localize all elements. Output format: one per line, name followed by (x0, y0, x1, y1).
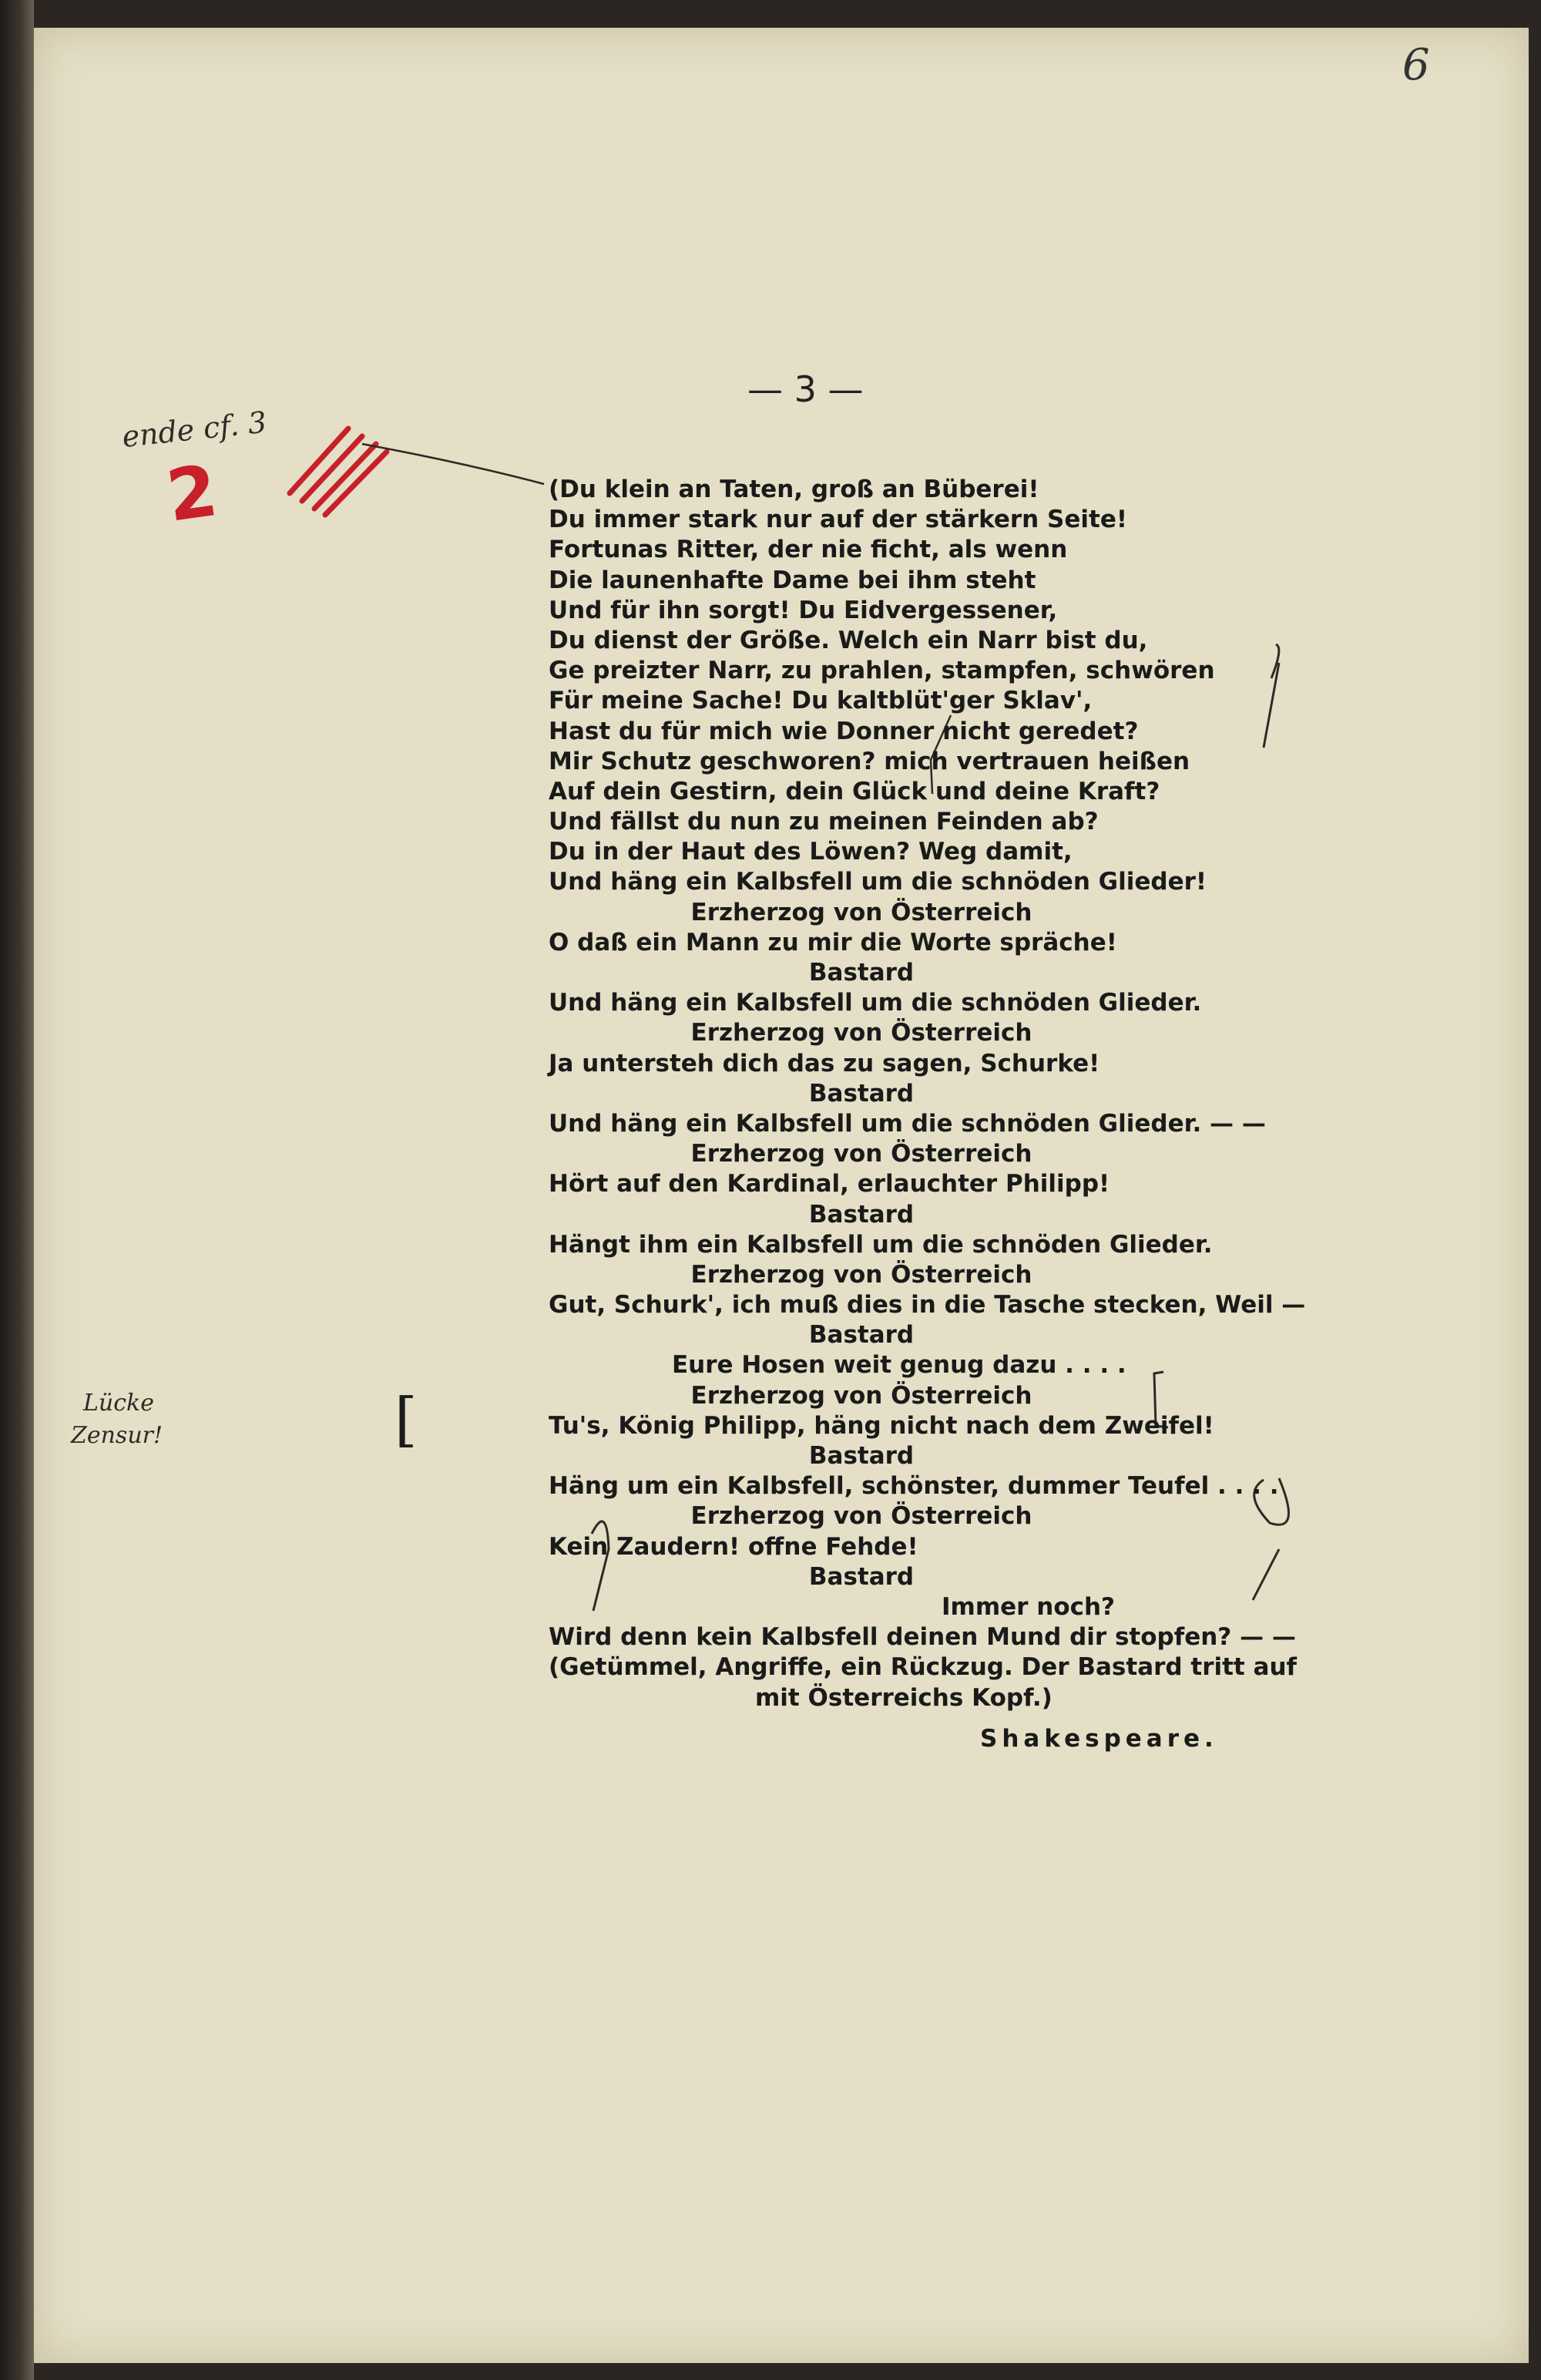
text-line: Du immer stark nur auf der stärkern Seite! (549, 506, 1127, 534)
speaker-name: Erzherzog von Österreich (690, 898, 1032, 926)
text-line: Auf dein Gestirn, dein Glück und deine Kraft? (549, 777, 1160, 805)
text-line: Und häng ein Kalbsfell um die schnöden Glieder! (549, 868, 1207, 896)
speaker-name: Bastard (808, 1079, 915, 1108)
connector-line (362, 444, 544, 484)
margin-bracket: [ (394, 1385, 418, 1454)
speaker-name: Bastard (808, 1321, 915, 1350)
text-line: Wird denn kein Kalbsfell deinen Mund dir stopfen? — — (549, 1623, 1296, 1652)
text-line: Du in der Haut des Löwen? Weg damit, (549, 838, 1073, 866)
handwritten-page-number: 6 (1402, 40, 1430, 90)
speaker-name: Bastard (808, 1442, 915, 1470)
text-line: Hört auf den Kardinal, erlauchter Philipp! (549, 1170, 1110, 1198)
speaker-name: Bastard (808, 1562, 915, 1591)
left-margin-note-line2: Zensur! (71, 1422, 163, 1449)
speaker-name: Erzherzog von Österreich (690, 1502, 1032, 1531)
text-line: Kein Zaudern! offne Fehde! (549, 1532, 918, 1561)
speaker-name: Erzherzog von Österreich (690, 1381, 1032, 1410)
speaker-name: Bastard (808, 959, 915, 987)
stage-direction: mit Österreichs Kopf.) (755, 1683, 1053, 1712)
speaker-name: Bastard (808, 1200, 915, 1229)
text-line: Tu's, König Philipp, häng nicht nach dem Zweifel! (549, 1411, 1214, 1440)
speaker-name: Erzherzog von Österreich (690, 1260, 1032, 1289)
text-line: Hängt ihm ein Kalbsfell um die schnöden Glieder. (549, 1230, 1213, 1259)
red-pencil-mark: 2 (162, 449, 223, 538)
text-line: Eure Hosen weit genug dazu . . . . (672, 1351, 1126, 1380)
text-line: Die launenhafte Dame bei ihm steht (549, 566, 1036, 594)
poem-text (549, 475, 1319, 1754)
red-pencil-strikes (290, 429, 387, 515)
text-line: Häng um ein Kalbsfell, schönster, dummer Teufel . . . . (549, 1472, 1279, 1501)
speaker-name: Erzherzog von Österreich (690, 1140, 1032, 1168)
text-line: Du dienst der Größe. Welch ein Narr bist du, (549, 626, 1148, 654)
left-margin-note-line1: Lücke (83, 1390, 154, 1417)
text-line: Für meine Sache! Du kaltblüt'ger Sklav', (549, 687, 1093, 715)
text-line: Immer noch? (942, 1592, 1116, 1621)
text-line: (Du klein an Taten, groß an Büberei! (549, 476, 1039, 503)
text-line: Gut, Schurk', ich muß dies in die Tasche stecken, Weil — (549, 1291, 1306, 1319)
speaker-name: Erzherzog von Österreich (690, 1019, 1032, 1047)
text-line: Und für ihn sorgt! Du Eidvergessener, (549, 596, 1058, 624)
text-line: Ja untersteh dich das zu sagen, Schurke! (549, 1049, 1100, 1077)
author-name: Shakespeare. (980, 1724, 1218, 1753)
text-line: Und fällst du nun zu meinen Feinden ab? (549, 808, 1099, 836)
text-line: Hast du für mich wie Donner nicht geredet? (549, 717, 1139, 745)
printed-page-number: — 3 — (747, 368, 864, 410)
top-left-note: ende cf. 3 (120, 405, 269, 454)
text-line: O daß ein Mann zu mir die Worte spräche! (549, 928, 1117, 956)
text-line: Und häng ein Kalbsfell um die schnöden Glieder. — — (549, 1109, 1266, 1138)
text-line: Ge preizter Narr, zu prahlen, stampfen, schwören (549, 657, 1215, 685)
text-line: Mir Schutz geschworen? mich vertrauen heißen (549, 747, 1190, 775)
text-line: Und häng ein Kalbsfell um die schnöden Glieder. (549, 989, 1202, 1017)
stage-direction: (Getümmel, Angriffe, ein Rückzug. Der Bastard tritt auf (549, 1653, 1298, 1682)
text-line: Fortunas Ritter, der nie ficht, als wenn (549, 536, 1068, 564)
